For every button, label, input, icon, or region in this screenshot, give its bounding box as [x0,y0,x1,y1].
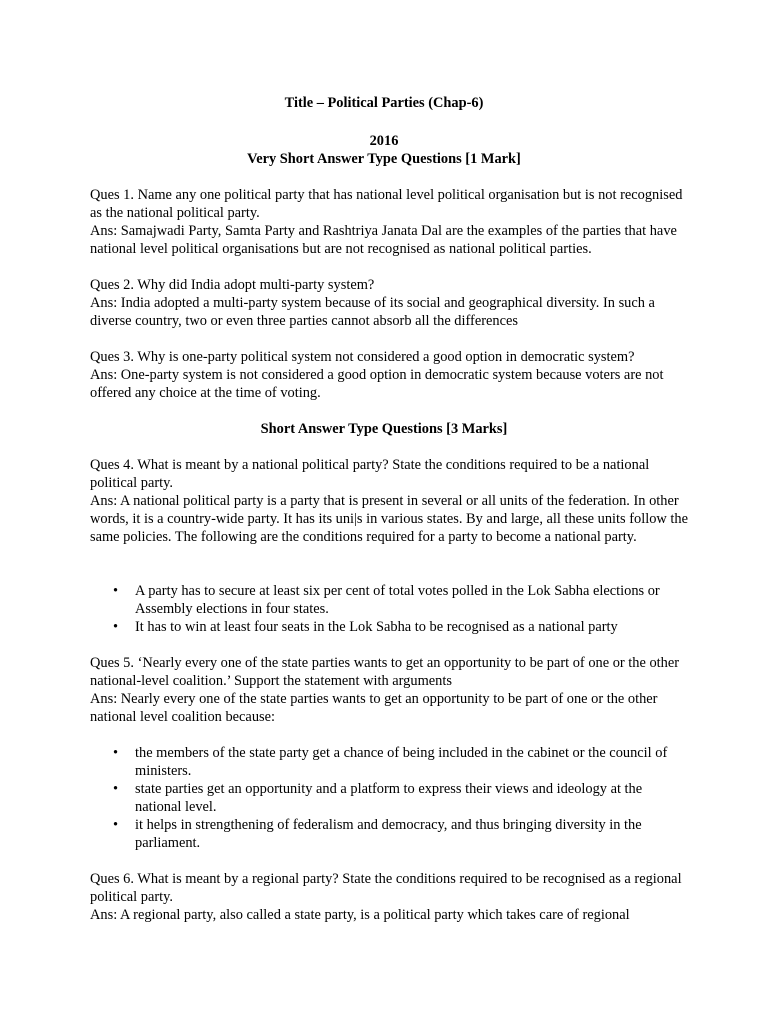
list-item-text: It has to win at least four seats in the Lok Sabha to be recognised as a national party [135,619,618,635]
list-item [90,618,690,636]
bullet-icon: • [113,583,119,599]
answer-6: Ans: A regional party, also called a state party, is a political party which takes care of regional [90,907,630,923]
question-2: Ques 2. Why did India adopt multi-party system? [90,277,375,293]
bullet-list-q4 [90,582,690,636]
section-heading-short: Short Answer Type Questions [3 Marks] [260,421,508,437]
bullet-list-q5 [90,744,690,852]
list-item-text: the members of the state party get a chance of being included in the cabinet or the council of ministers. [135,745,668,779]
document-title: Title – Political Parties (Chap-6) [284,95,484,111]
section-heading-very-short: Very Short Answer Type Questions [1 Mark] [247,151,521,167]
question-1: Ques 1. Name any one political party that has national level political organisation but is not recognised as the national political party. [90,187,683,221]
bullet-icon: • [113,745,119,761]
answer-1: Ans: Samajwadi Party, Samta Party and Rashtriya Janata Dal are the examples of the parties that have national level political organisations but are not recognised as national political parties. [90,223,677,257]
question-3: Ques 3. Why is one-party political system not considered a good option in democratic system? [90,349,635,365]
bullet-icon: • [113,817,119,833]
question-6: Ques 6. What is meant by a regional party? State the conditions required to be recognised as a regional political party. [90,871,682,905]
answer-4: Ans: A national political party is a party that is present in several or all units of the federation. In other words, it is a country-wide party. It has its uni|s in various states. By and large, all these units follow the same policies. The following are the conditions required for a party to become a national party. [90,493,688,545]
bullet-icon: • [113,619,119,635]
list-item [90,816,690,852]
list-item [90,780,690,816]
list-item-text: state parties get an opportunity and a platform to express their views and ideology at the national level. [135,781,643,815]
answer-5: Ans: Nearly every one of the state parties wants to get an opportunity to be part of one or the other national level coalition because: [90,691,658,725]
list-item-text: it helps in strengthening of federalism and democracy, and thus bringing diversity in the parliament. [135,817,642,851]
year-heading: 2016 [369,133,399,149]
list-item [90,744,690,780]
list-item-text: A party has to secure at least six per cent of total votes polled in the Lok Sabha elections or Assembly elections in four states. [135,583,660,617]
question-5: Ques 5. ‘Nearly every one of the state parties wants to get an opportunity to be part of one or the other national-level coalition.’ Support the statement with arguments [90,655,680,689]
answer-2: Ans: India adopted a multi-party system because of its social and geographical diversity. In such a diverse country, two or even three parties cannot absorb all the differences [90,295,655,329]
list-item [90,582,690,618]
bullet-icon: • [113,781,119,797]
question-4: Ques 4. What is meant by a national political party? State the conditions required to be a national political party. [90,457,650,491]
answer-3: Ans: One-party system is not considered a good option in democratic system because voters are not offered any choice at the time of voting. [90,367,664,401]
